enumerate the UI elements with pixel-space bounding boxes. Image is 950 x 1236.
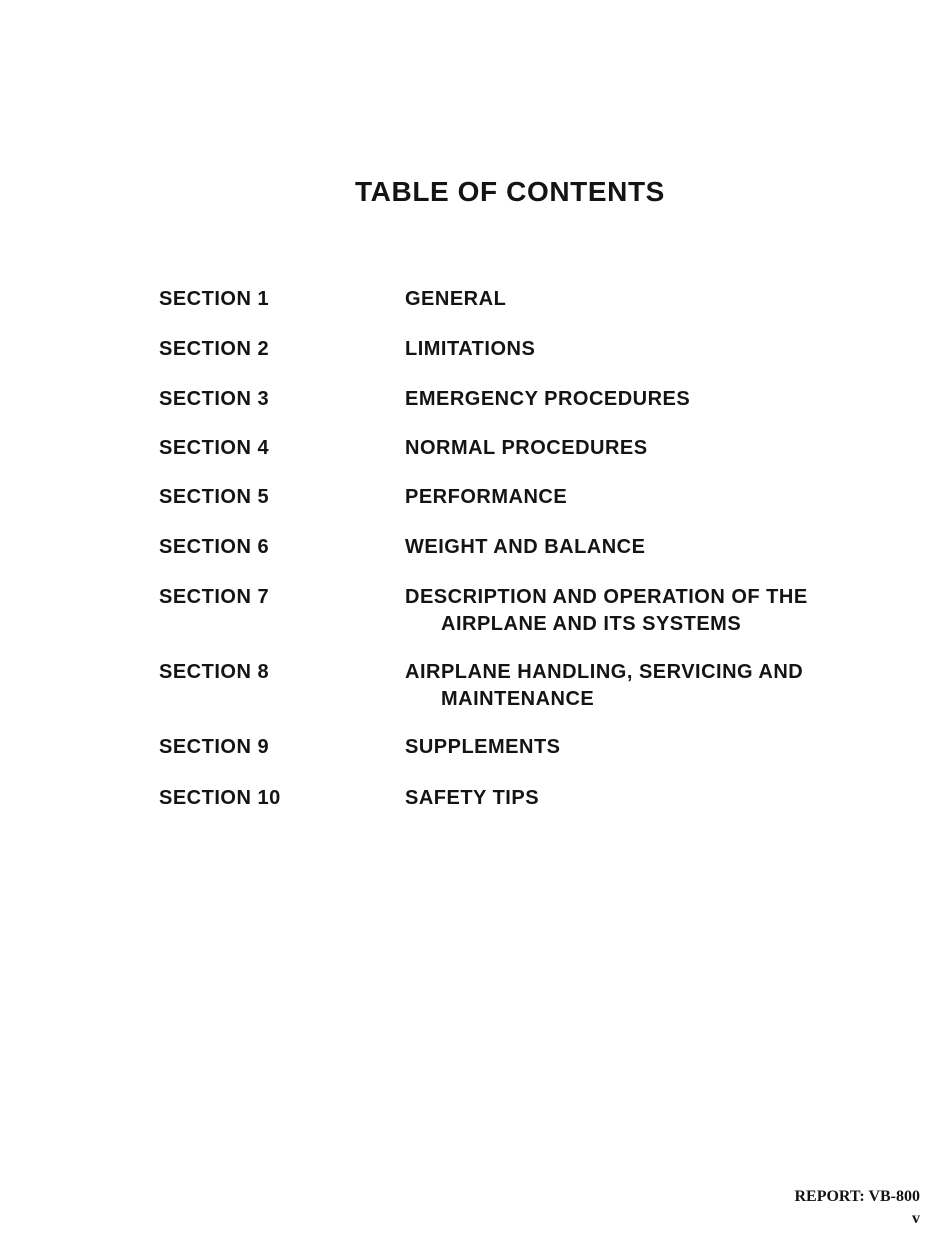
section-number: SECTION 2	[159, 338, 270, 360]
section-title-continued: MAINTENANCE	[441, 688, 595, 710]
section-number: SECTION 6	[159, 536, 270, 558]
page-footer	[794, 1186, 920, 1230]
section-title: DESCRIPTION AND OPERATION OF THE AIRPLANE AND ITS SYSTEMS	[405, 584, 875, 638]
section-number: SECTION 4	[159, 437, 270, 459]
section-title: LIMITATIONS	[405, 338, 536, 360]
section-title: GENERAL	[405, 288, 507, 310]
section-title: EMERGENCY PROCEDURES	[405, 388, 691, 410]
section-title: SUPPLEMENTS	[405, 736, 561, 758]
section-number: SECTION 1	[159, 288, 270, 310]
section-number: SECTION 8	[159, 661, 270, 683]
section-title: SAFETY TIPS	[405, 787, 540, 809]
section-number: SECTION 10	[159, 787, 281, 809]
page-number: v	[912, 1210, 920, 1227]
report-number: REPORT: VB-800	[794, 1188, 920, 1205]
section-title: WEIGHT AND BALANCE	[405, 536, 646, 558]
section-number: SECTION 5	[159, 486, 270, 508]
section-number: SECTION 3	[159, 388, 270, 410]
section-title: AIRPLANE HANDLING, SERVICING AND MAINTENANCE	[405, 659, 875, 713]
section-number: SECTION 9	[159, 736, 270, 758]
section-title: NORMAL PROCEDURES	[405, 437, 648, 459]
section-number: SECTION 7	[159, 586, 270, 608]
page-title: TABLE OF CONTENTS	[355, 176, 665, 207]
section-title: PERFORMANCE	[405, 486, 568, 508]
section-title-continued: AIRPLANE AND ITS SYSTEMS	[441, 613, 742, 635]
